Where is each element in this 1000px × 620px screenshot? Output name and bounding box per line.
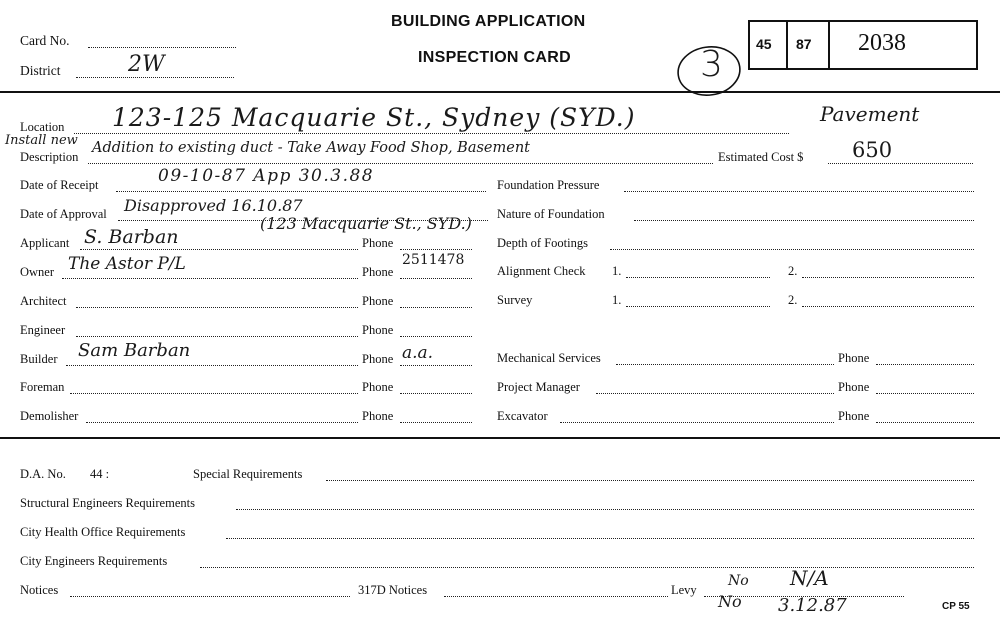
notices-317d-label: 317D Notices [358, 583, 428, 597]
mechanical-phone-label: Phone [838, 351, 870, 365]
excavator-field[interactable] [560, 422, 834, 423]
project-manager-phone-label: Phone [838, 380, 870, 394]
applicant-phone-label: Phone [362, 236, 394, 250]
survey-field-2[interactable] [802, 306, 974, 307]
builder-label: Builder [20, 352, 58, 366]
levy-value: No [728, 573, 749, 589]
special-requirements-label: Special Requirements [193, 467, 303, 481]
date-approval-value: Disapproved 16.10.87 [124, 196, 303, 215]
demolisher-phone-field[interactable] [400, 422, 472, 423]
depth-footings-field[interactable] [610, 249, 974, 250]
nature-foundation-label: Nature of Foundation [497, 207, 605, 221]
engineer-label: Engineer [20, 323, 66, 337]
foreman-phone-label: Phone [362, 380, 394, 394]
da-no-label: D.A. No. [20, 467, 66, 481]
engineers-requirements-label: City Engineers Requirements [20, 554, 168, 568]
owner-label: Owner [20, 265, 55, 279]
na-value: N/A [790, 566, 829, 590]
owner-phone-label: Phone [362, 265, 394, 279]
health-requirements-field[interactable] [226, 538, 974, 539]
box-number: 2038 [858, 30, 906, 56]
architect-field[interactable] [76, 307, 358, 308]
depth-footings-label: Depth of Footings [497, 236, 588, 250]
special-requirements-field[interactable] [326, 480, 974, 481]
estimated-cost-label: Estimated Cost $ [718, 150, 804, 164]
survey-label: Survey [497, 293, 533, 307]
date-receipt-label: Date of Receipt [20, 178, 99, 192]
engineer-phone-label: Phone [362, 323, 394, 337]
mechanical-phone-field[interactable] [876, 364, 974, 365]
description-label: Description [20, 150, 79, 164]
date-approval-label: Date of Approval [20, 207, 107, 221]
demolisher-label: Demolisher [20, 409, 79, 423]
estimated-cost-value: 650 [852, 138, 893, 162]
survey-field-1[interactable] [626, 306, 770, 307]
location-note: Pavement [820, 102, 920, 126]
demolisher-phone-label: Phone [362, 409, 394, 423]
description-value: Addition to existing duct - Take Away Food Shop, Basement [92, 140, 530, 156]
architect-phone-field[interactable] [400, 307, 472, 308]
engineers-requirements-field[interactable] [200, 567, 974, 568]
builder-phone-value: a.a. [402, 343, 434, 363]
notices-label: Notices [20, 583, 59, 597]
applicant-label: Applicant [20, 236, 70, 250]
form-subtitle: INSPECTION CARD [418, 49, 571, 66]
foreman-phone-field[interactable] [400, 393, 472, 394]
notices-317d-field[interactable] [444, 596, 668, 597]
owner-phone-value: 2511478 [402, 252, 465, 268]
survey-num-2: 2. [788, 293, 798, 307]
excavator-phone-field[interactable] [876, 422, 974, 423]
foreman-label: Foreman [20, 380, 65, 394]
mechanical-services-label: Mechanical Services [497, 351, 601, 365]
builder-phone-label: Phone [362, 352, 394, 366]
da-no-value: 44 : [90, 467, 110, 481]
alignment-check-label: Alignment Check [497, 264, 586, 278]
notices-field[interactable] [70, 596, 350, 597]
project-manager-phone-field[interactable] [876, 393, 974, 394]
foreman-field[interactable] [70, 393, 358, 394]
alignment-field-2[interactable] [802, 277, 974, 278]
box-col-2: 87 [796, 36, 812, 52]
survey-num-1: 1. [612, 293, 622, 307]
builder-value: Sam Barban [78, 340, 191, 361]
excavator-phone-label: Phone [838, 409, 870, 423]
engineer-field[interactable] [76, 336, 358, 337]
location-label: Location [20, 120, 65, 134]
na-date: 3.12.87 [778, 595, 847, 616]
mechanical-services-field[interactable] [616, 364, 834, 365]
project-manager-label: Project Manager [497, 380, 580, 394]
architect-label: Architect [20, 294, 67, 308]
foundation-pressure-field[interactable] [624, 191, 974, 192]
alignment-num-1: 1. [612, 264, 622, 278]
owner-value: The Astor P/L [68, 254, 186, 274]
health-requirements-label: City Health Office Requirements [20, 525, 186, 539]
box-col-1: 45 [756, 36, 772, 52]
header-divider [0, 91, 1000, 93]
structural-requirements-label: Structural Engineers Requirements [20, 496, 195, 510]
alignment-num-2: 2. [788, 264, 798, 278]
nature-foundation-field[interactable] [634, 220, 974, 221]
location-value: 123-125 Macquarie St., Sydney (SYD.) [112, 103, 636, 132]
applicant-value: S. Barban [84, 226, 179, 248]
date-approval-note: (123 Macquarie St., SYD.) [260, 214, 472, 233]
excavator-label: Excavator [497, 409, 548, 423]
circled-number: 3 [700, 44, 723, 85]
structural-requirements-field[interactable] [236, 509, 974, 510]
demolisher-field[interactable] [86, 422, 358, 423]
form-title: BUILDING APPLICATION [391, 13, 586, 30]
levy-label: Levy [671, 583, 697, 597]
cp-code: CP 55 [942, 601, 970, 612]
description-prefix: Install new [5, 133, 78, 148]
applicant-phone-field[interactable] [400, 249, 472, 250]
engineer-phone-field[interactable] [400, 336, 472, 337]
card-no-label: Card No. [20, 33, 70, 48]
district-label: District [20, 63, 61, 78]
body-divider [0, 437, 1000, 439]
architect-phone-label: Phone [362, 294, 394, 308]
project-manager-field[interactable] [596, 393, 834, 394]
date-receipt-value: 09-10-87 App 30.3.88 [158, 166, 375, 186]
alignment-field-1[interactable] [626, 277, 770, 278]
card-no-field[interactable] [88, 47, 236, 48]
levy-value-second: No [718, 592, 742, 611]
district-field[interactable] [76, 77, 234, 78]
district-value: 2W [128, 52, 165, 77]
foundation-pressure-label: Foundation Pressure [497, 178, 600, 192]
